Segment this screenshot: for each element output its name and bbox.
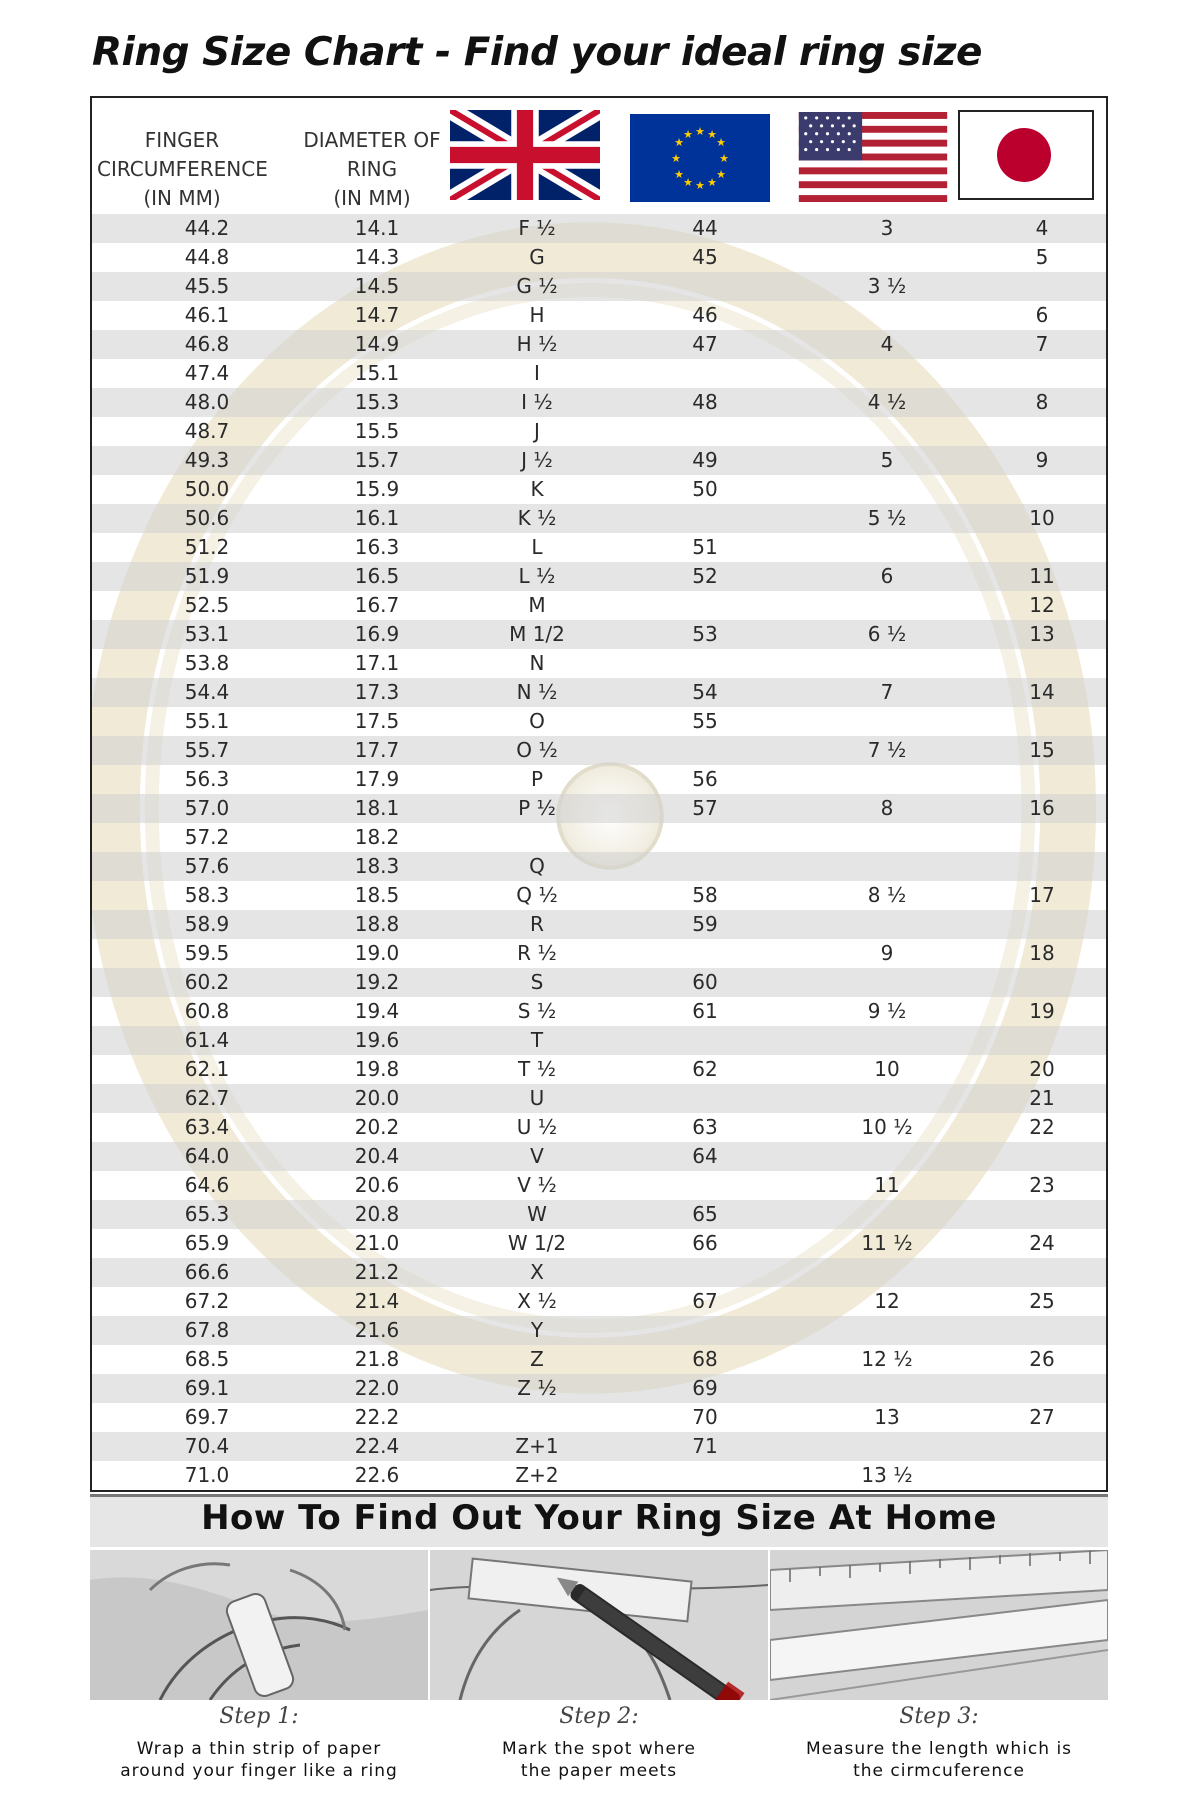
japan-size-cell: 16: [1029, 796, 1055, 820]
ring-diameter-cell: 19.4: [354, 999, 400, 1023]
table-row: [92, 823, 1106, 852]
eu-size-cell: 51: [692, 535, 718, 559]
uk-size-cell: I: [534, 361, 540, 385]
eu-size-cell: 54: [692, 680, 718, 704]
us-size-cell: 6: [880, 564, 894, 588]
ring-diameter-cell: 15.3: [354, 390, 400, 414]
finger-circumference-cell: 62.7: [184, 1086, 230, 1110]
finger-circumference-cell: 48.7: [184, 419, 230, 443]
uk-size-cell: N: [529, 651, 545, 675]
finger-circumference-cell: 55.1: [184, 709, 230, 733]
uk-size-cell: Z ½: [517, 1376, 557, 1400]
ring-diameter-cell: 14.9: [354, 332, 400, 356]
ring-diameter-cell: 18.2: [354, 825, 400, 849]
uk-flag-icon: [450, 110, 600, 200]
header-line: FINGER: [144, 128, 220, 152]
ring-diameter-cell: 14.3: [354, 245, 400, 269]
table-row: [92, 504, 1106, 533]
us-size-cell: 6 ½: [867, 622, 907, 646]
uk-size-cell: O: [529, 709, 545, 733]
finger-circumference-cell: 64.6: [184, 1173, 230, 1197]
ring-diameter-cell: 14.1: [354, 216, 400, 240]
table-row: [92, 1432, 1106, 1461]
eu-size-cell: 67: [692, 1289, 718, 1313]
table-row: [92, 678, 1106, 707]
eu-size-cell: 47: [692, 332, 718, 356]
japan-size-cell: 22: [1029, 1115, 1055, 1139]
svg-text:★: ★: [716, 136, 726, 149]
us-size-cell: 10 ½: [861, 1115, 913, 1139]
uk-size-cell: M 1/2: [509, 622, 565, 646]
eu-size-cell: 61: [692, 999, 718, 1023]
japan-size-cell: 10: [1029, 506, 1055, 530]
table-row: [92, 1374, 1106, 1403]
table-row: [92, 620, 1106, 649]
svg-text:★: ★: [683, 128, 693, 141]
us-size-cell: 11: [874, 1173, 900, 1197]
table-row: [92, 649, 1106, 678]
table-row: [92, 1258, 1106, 1287]
svg-text:★: ★: [719, 152, 729, 165]
eu-size-cell: 49: [692, 448, 718, 472]
finger-circumference-cell: 47.4: [184, 361, 230, 385]
ring-diameter-cell: 15.5: [354, 419, 400, 443]
table-row: [92, 1171, 1106, 1200]
uk-size-cell: V ½: [517, 1173, 557, 1197]
pen-marking-paper-icon: [430, 1550, 768, 1700]
japan-size-cell: 20: [1029, 1057, 1055, 1081]
ring-diameter-cell: 19.8: [354, 1057, 400, 1081]
table-row: [92, 765, 1106, 794]
uk-size-cell: O ½: [516, 738, 558, 762]
header-ring-diameter: [287, 126, 457, 213]
ring-diameter-cell: 16.3: [354, 535, 400, 559]
table-row: [92, 794, 1106, 823]
step-1-description: [90, 1738, 428, 1782]
table-row: [92, 417, 1106, 446]
uk-size-cell: X ½: [517, 1289, 557, 1313]
ring-diameter-cell: 16.7: [354, 593, 400, 617]
step-1-caption: [90, 1704, 428, 1782]
finger-circumference-cell: 51.9: [184, 564, 230, 588]
eu-size-cell: 62: [692, 1057, 718, 1081]
ring-diameter-cell: 20.2: [354, 1115, 400, 1139]
ring-diameter-cell: 18.1: [354, 796, 400, 820]
ring-diameter-cell: 16.1: [354, 506, 400, 530]
eu-size-cell: 68: [692, 1347, 718, 1371]
step-2-line: Mark the spot where: [502, 1739, 696, 1759]
table-row: [92, 388, 1106, 417]
finger-circumference-cell: 60.2: [184, 970, 230, 994]
eu-size-cell: 64: [692, 1144, 718, 1168]
ring-diameter-cell: 17.5: [354, 709, 400, 733]
us-size-cell: 3 ½: [867, 274, 907, 298]
ring-diameter-cell: 17.1: [354, 651, 400, 675]
table-row: [92, 475, 1106, 504]
page-title: Ring Size Chart - Find your ideal ring size: [92, 30, 982, 75]
finger-circumference-cell: 68.5: [184, 1347, 230, 1371]
finger-circumference-cell: 46.8: [184, 332, 230, 356]
uk-size-cell: S: [530, 970, 544, 994]
finger-circumference-cell: 56.3: [184, 767, 230, 791]
finger-circumference-cell: 71.0: [184, 1463, 230, 1487]
step-3-line: the cirmcuference: [853, 1761, 1025, 1781]
japan-size-cell: 19: [1029, 999, 1055, 1023]
ring-diameter-cell: 16.9: [354, 622, 400, 646]
japan-size-cell: 17: [1029, 883, 1055, 907]
svg-text:★: ★: [683, 176, 693, 189]
ring-diameter-cell: 17.9: [354, 767, 400, 791]
table-row: [92, 1055, 1106, 1084]
ring-diameter-cell: 20.4: [354, 1144, 400, 1168]
table-row: [92, 881, 1106, 910]
uk-size-cell: Y: [530, 1318, 544, 1342]
table-row: [92, 852, 1106, 881]
us-flag-icon: [798, 112, 948, 202]
uk-size-cell: Z+2: [515, 1463, 559, 1487]
header-finger-circumference: [97, 126, 267, 213]
ring-diameter-cell: 22.2: [354, 1405, 400, 1429]
ring-diameter-cell: 15.9: [354, 477, 400, 501]
table-row: [92, 997, 1106, 1026]
finger-circumference-cell: 50.6: [184, 506, 230, 530]
step-3-label: Step 3:: [899, 1704, 979, 1729]
header-line: RING: [346, 157, 398, 181]
japan-size-cell: 6: [1035, 303, 1049, 327]
eu-size-cell: 60: [692, 970, 718, 994]
table-row: [92, 243, 1106, 272]
eu-size-cell: 58: [692, 883, 718, 907]
table-row: [92, 1461, 1106, 1490]
step-2-line: the paper meets: [520, 1761, 678, 1781]
svg-text:★: ★: [695, 125, 705, 138]
table-row: [92, 330, 1106, 359]
step-2-label: Step 2:: [559, 1704, 639, 1729]
uk-size-cell: J: [534, 419, 540, 443]
japan-flag-icon: [958, 110, 1094, 200]
eu-size-cell: 45: [692, 245, 718, 269]
table-row: [92, 272, 1106, 301]
finger-circumference-cell: 59.5: [184, 941, 230, 965]
us-size-cell: 5 ½: [867, 506, 907, 530]
us-size-cell: 8: [880, 796, 894, 820]
japan-size-cell: 4: [1035, 216, 1049, 240]
ring-diameter-cell: 20.0: [354, 1086, 400, 1110]
eu-size-cell: 56: [692, 767, 718, 791]
eu-size-cell: 66: [692, 1231, 718, 1255]
finger-circumference-cell: 53.1: [184, 622, 230, 646]
japan-size-cell: 25: [1029, 1289, 1055, 1313]
us-size-cell: 13 ½: [861, 1463, 913, 1487]
step-2-caption: [430, 1704, 768, 1782]
finger-circumference-cell: 52.5: [184, 593, 230, 617]
ring-diameter-cell: 21.6: [354, 1318, 400, 1342]
uk-size-cell: G: [529, 245, 545, 269]
japan-size-cell: 11: [1029, 564, 1055, 588]
us-size-cell: 3: [880, 216, 894, 240]
table-row: [92, 591, 1106, 620]
finger-circumference-cell: 69.7: [184, 1405, 230, 1429]
uk-size-cell: R ½: [517, 941, 557, 965]
eu-size-cell: 44: [692, 216, 718, 240]
ring-diameter-cell: 22.6: [354, 1463, 400, 1487]
table-row: [92, 533, 1106, 562]
step-3-line: Measure the length which is: [805, 1739, 1073, 1759]
finger-circumference-cell: 57.2: [184, 825, 230, 849]
table-row: [92, 1345, 1106, 1374]
us-size-cell: 10: [874, 1057, 900, 1081]
japan-size-cell: 14: [1029, 680, 1055, 704]
japan-size-cell: 15: [1029, 738, 1055, 762]
eu-size-cell: 69: [692, 1376, 718, 1400]
us-size-cell: 5: [880, 448, 894, 472]
ring-diameter-cell: 18.8: [354, 912, 400, 936]
japan-size-cell: 12: [1029, 593, 1055, 617]
uk-size-cell: M: [528, 593, 546, 617]
uk-size-cell: U: [529, 1086, 545, 1110]
ring-diameter-cell: 17.3: [354, 680, 400, 704]
eu-size-cell: 50: [692, 477, 718, 501]
finger-circumference-cell: 53.8: [184, 651, 230, 675]
eu-size-cell: 46: [692, 303, 718, 327]
uk-size-cell: T: [530, 1028, 544, 1052]
ring-diameter-cell: 21.0: [354, 1231, 400, 1255]
eu-size-cell: 52: [692, 564, 718, 588]
finger-circumference-cell: 63.4: [184, 1115, 230, 1139]
uk-size-cell: W 1/2: [507, 1231, 567, 1255]
us-size-cell: 9: [880, 941, 894, 965]
finger-circumference-cell: 51.2: [184, 535, 230, 559]
finger-circumference-cell: 58.9: [184, 912, 230, 936]
uk-size-cell: W: [527, 1202, 547, 1226]
eu-size-cell: 70: [692, 1405, 718, 1429]
svg-text:★: ★: [671, 152, 681, 165]
uk-size-cell: H ½: [516, 332, 558, 356]
ring-diameter-cell: 22.0: [354, 1376, 400, 1400]
table-row: [92, 707, 1106, 736]
svg-text:★: ★: [707, 128, 717, 141]
uk-size-cell: L: [531, 535, 543, 559]
eu-size-cell: 53: [692, 622, 718, 646]
finger-circumference-cell: 67.2: [184, 1289, 230, 1313]
table-row: [92, 214, 1106, 243]
table-row: [92, 1200, 1106, 1229]
table-row: [92, 1142, 1106, 1171]
finger-circumference-cell: 44.8: [184, 245, 230, 269]
step-2-description: [430, 1738, 768, 1782]
ring-diameter-cell: 15.7: [354, 448, 400, 472]
japan-size-cell: 8: [1035, 390, 1049, 414]
ring-diameter-cell: 20.8: [354, 1202, 400, 1226]
us-size-cell: 4 ½: [867, 390, 907, 414]
ring-diameter-cell: 15.1: [354, 361, 400, 385]
header-line: DIAMETER OF: [303, 128, 441, 152]
finger-circumference-cell: 55.7: [184, 738, 230, 762]
table-row: [92, 359, 1106, 388]
eu-size-cell: 57: [692, 796, 718, 820]
finger-circumference-cell: 46.1: [184, 303, 230, 327]
uk-size-cell: K ½: [517, 506, 557, 530]
finger-circumference-cell: 69.1: [184, 1376, 230, 1400]
step-3-description: [770, 1738, 1108, 1782]
finger-circumference-cell: 44.2: [184, 216, 230, 240]
eu-size-cell: 65: [692, 1202, 718, 1226]
table-row: [92, 736, 1106, 765]
ring-diameter-cell: 17.7: [354, 738, 400, 762]
uk-size-cell: Z: [530, 1347, 544, 1371]
ring-diameter-cell: 21.8: [354, 1347, 400, 1371]
table-row: [92, 562, 1106, 591]
japan-size-cell: 23: [1029, 1173, 1055, 1197]
eu-size-cell: 55: [692, 709, 718, 733]
finger-circumference-cell: 57.0: [184, 796, 230, 820]
uk-size-cell: S ½: [517, 999, 557, 1023]
finger-circumference-cell: 65.9: [184, 1231, 230, 1255]
ring-diameter-cell: 19.0: [354, 941, 400, 965]
us-size-cell: 7 ½: [867, 738, 907, 762]
header-line: CIRCUMFERENCE: [97, 157, 268, 181]
uk-size-cell: R: [530, 912, 544, 936]
uk-size-cell: N ½: [516, 680, 558, 704]
table-row: [92, 1026, 1106, 1055]
finger-circumference-cell: 57.6: [184, 854, 230, 878]
japan-size-cell: 27: [1029, 1405, 1055, 1429]
finger-circumference-cell: 70.4: [184, 1434, 230, 1458]
uk-size-cell: Q: [529, 854, 545, 878]
step-1-line: Wrap a thin strip of paper: [136, 1739, 382, 1759]
finger-circumference-cell: 58.3: [184, 883, 230, 907]
japan-size-cell: 7: [1035, 332, 1049, 356]
ring-diameter-cell: 14.7: [354, 303, 400, 327]
us-size-cell: 9 ½: [867, 999, 907, 1023]
svg-text:★: ★: [674, 136, 684, 149]
table-row: [92, 968, 1106, 997]
ring-diameter-cell: 21.2: [354, 1260, 400, 1284]
us-size-cell: 12 ½: [861, 1347, 913, 1371]
japan-size-cell: 21: [1029, 1086, 1055, 1110]
finger-circumference-cell: 48.0: [184, 390, 230, 414]
ring-diameter-cell: 16.5: [354, 564, 400, 588]
uk-size-cell: L ½: [518, 564, 556, 588]
finger-circumference-cell: 62.1: [184, 1057, 230, 1081]
ring-diameter-cell: 21.4: [354, 1289, 400, 1313]
ring-diameter-cell: 20.6: [354, 1173, 400, 1197]
step-1-label: Step 1:: [219, 1704, 299, 1729]
uk-size-cell: U ½: [516, 1115, 558, 1139]
uk-size-cell: F ½: [518, 216, 556, 240]
ring-size-table: [90, 96, 1108, 1492]
size-rows: [92, 214, 1106, 1490]
finger-circumference-cell: 49.3: [184, 448, 230, 472]
table-row: [92, 939, 1106, 968]
eu-flag-icon: [630, 114, 770, 202]
ring-diameter-cell: 19.6: [354, 1028, 400, 1052]
finger-circumference-cell: 50.0: [184, 477, 230, 501]
table-row: [92, 1316, 1106, 1345]
how-to-section: [90, 1494, 1108, 1800]
table-row: [92, 1287, 1106, 1316]
table-row: [92, 1084, 1106, 1113]
table-row: [92, 1113, 1106, 1142]
eu-size-cell: 71: [692, 1434, 718, 1458]
eu-size-cell: 59: [692, 912, 718, 936]
japan-size-cell: 5: [1035, 245, 1049, 269]
japan-size-cell: 26: [1029, 1347, 1055, 1371]
japan-size-cell: 9: [1035, 448, 1049, 472]
finger-circumference-cell: 54.4: [184, 680, 230, 704]
step-1-line: around your finger like a ring: [120, 1761, 398, 1781]
ring-diameter-cell: 18.3: [354, 854, 400, 878]
finger-circumference-cell: 66.6: [184, 1260, 230, 1284]
svg-text:★: ★: [695, 179, 705, 192]
uk-size-cell: P: [530, 767, 544, 791]
japan-size-cell: 18: [1029, 941, 1055, 965]
uk-size-cell: P ½: [518, 796, 556, 820]
us-size-cell: 11 ½: [861, 1231, 913, 1255]
header-line: (IN MM): [333, 186, 411, 210]
finger-circumference-cell: 65.3: [184, 1202, 230, 1226]
svg-text:★: ★: [716, 168, 726, 181]
eu-size-cell: 48: [692, 390, 718, 414]
svg-text:★: ★: [707, 176, 717, 189]
uk-size-cell: I ½: [521, 390, 553, 414]
us-size-cell: 12: [874, 1289, 900, 1313]
how-to-title: How To Find Out Your Ring Size At Home: [201, 1498, 997, 1538]
ring-diameter-cell: 22.4: [354, 1434, 400, 1458]
uk-size-cell: Q ½: [516, 883, 558, 907]
ruler-measuring-icon: [770, 1550, 1108, 1700]
finger-circumference-cell: 67.8: [184, 1318, 230, 1342]
us-size-cell: 8 ½: [867, 883, 907, 907]
finger-circumference-cell: 60.8: [184, 999, 230, 1023]
uk-size-cell: T ½: [518, 1057, 556, 1081]
uk-size-cell: V: [530, 1144, 544, 1168]
finger-circumference-cell: 64.0: [184, 1144, 230, 1168]
table-row: [92, 910, 1106, 939]
uk-size-cell: H: [529, 303, 545, 327]
finger-circumference-cell: 45.5: [184, 274, 230, 298]
eu-size-cell: 63: [692, 1115, 718, 1139]
finger-wrap-paper-icon: [90, 1550, 428, 1700]
table-row: [92, 446, 1106, 475]
ring-diameter-cell: 14.5: [354, 274, 400, 298]
svg-text:★: ★: [674, 168, 684, 181]
japan-size-cell: 13: [1029, 622, 1055, 646]
uk-size-cell: J ½: [521, 448, 553, 472]
uk-size-cell: G ½: [516, 274, 558, 298]
uk-size-cell: X: [530, 1260, 544, 1284]
table-row: [92, 1403, 1106, 1432]
uk-size-cell: K: [530, 477, 544, 501]
table-row: [92, 301, 1106, 330]
header-line: (IN MM): [143, 186, 221, 210]
ring-diameter-cell: 19.2: [354, 970, 400, 994]
ring-diameter-cell: 18.5: [354, 883, 400, 907]
step-3-caption: [770, 1704, 1108, 1782]
finger-circumference-cell: 61.4: [184, 1028, 230, 1052]
japan-size-cell: 24: [1029, 1231, 1055, 1255]
us-size-cell: 13: [874, 1405, 900, 1429]
uk-size-cell: Z+1: [515, 1434, 559, 1458]
us-size-cell: 7: [880, 680, 894, 704]
us-size-cell: 4: [880, 332, 894, 356]
table-row: [92, 1229, 1106, 1258]
